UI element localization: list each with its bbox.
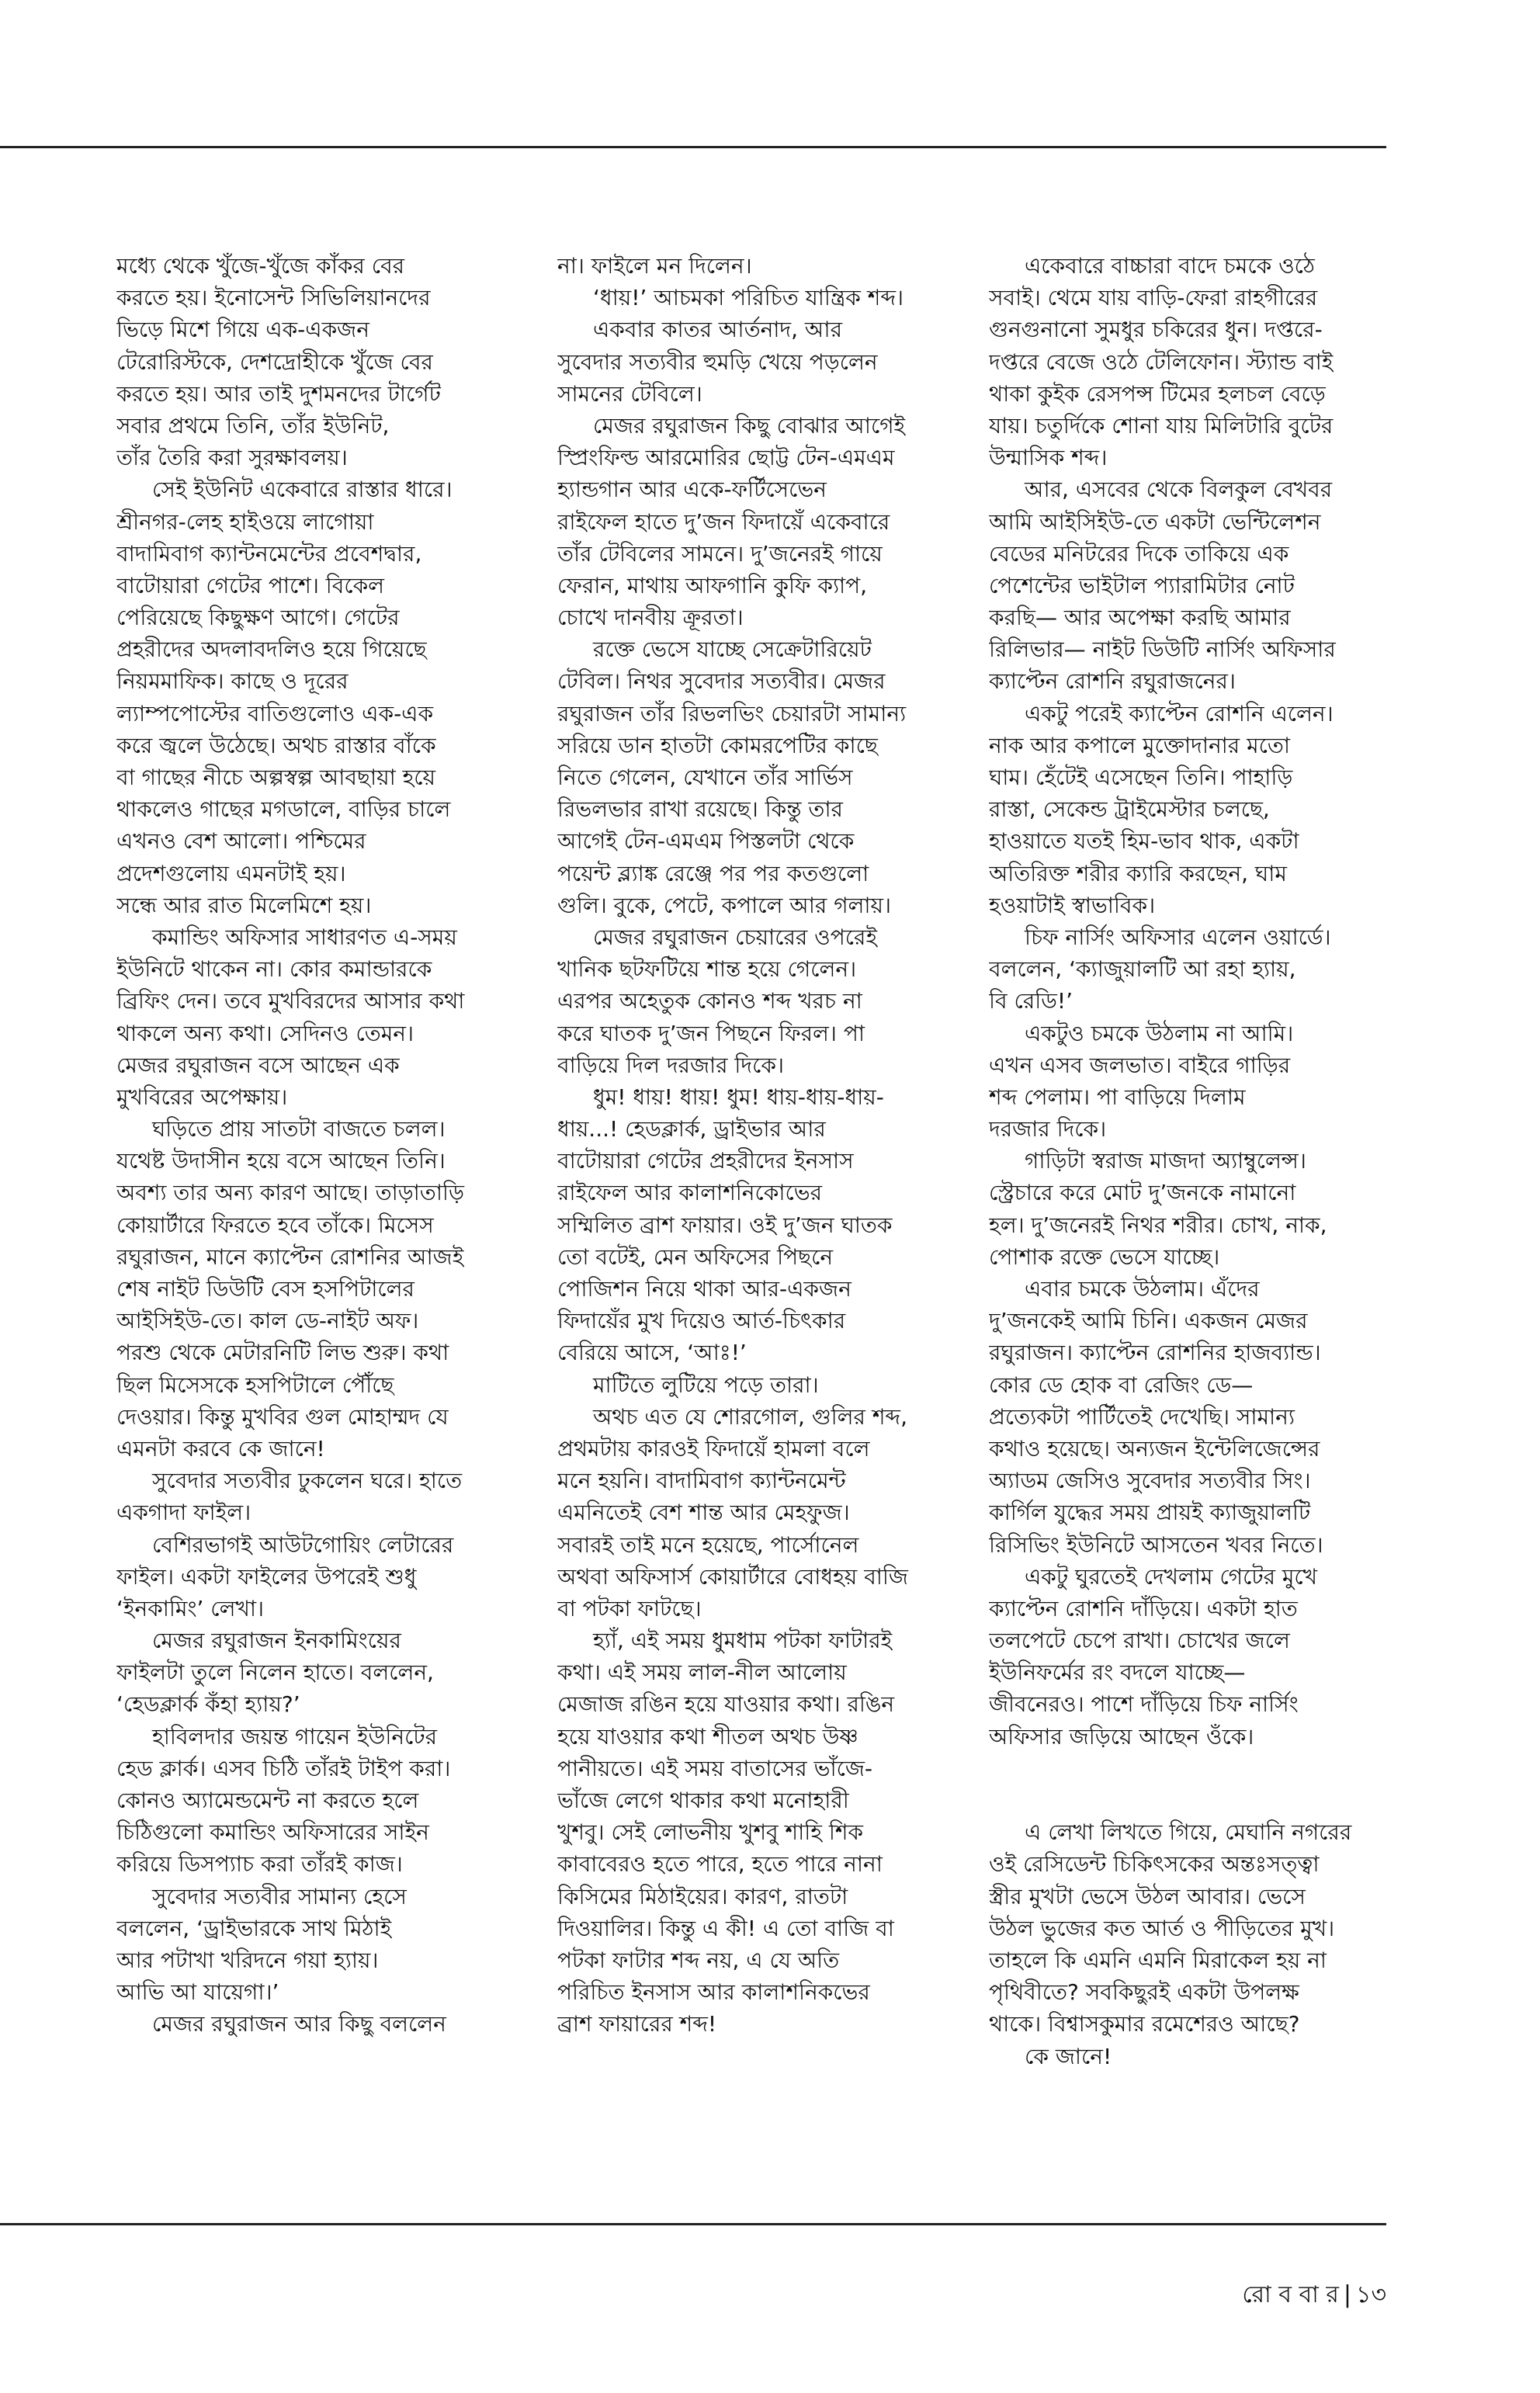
text-line: মনে হয়নি। বাদামিবাগ ক্যান্টনমেন্ট [557,1468,846,1494]
text-line: মেজর রঘুরাজন চেয়ারের ওপরেই [593,924,878,950]
text-line: রঘুরাজন। ক্যাপ্টেন রোশনির হাজব্যান্ড। [989,1340,1321,1366]
text-line: একবার কাতর আর্তনাদ, আর [593,317,842,343]
text-line: প্রদেশগুলোয় এমনটাই হয়। [116,860,346,886]
text-line: দিওয়ালির। কিন্তু এ কী! এ তো বাজি বা [557,1915,894,1941]
page-number: ১৩ [1356,2281,1386,2308]
text-line: এমনিতেই বেশ শান্ত আর মেহফুজ। [557,1500,850,1526]
text-line: ঘাম। হেঁটেই এসেছেন তিনি। পাহাড়ি [989,765,1293,790]
text-line: স্ত্রীর মুখটা ভেসে উঠল আবার। ভেসে [989,1883,1306,1909]
text-line: পেশেন্টের ভাইটাল প্যারামিটার নোট [989,572,1295,598]
text-line: তাহলে কি এমনি এমনি মিরাকেল হয় না [989,1947,1327,1973]
text-line: অথচ এত যে শোরগোল, গুলির শব্দ, [593,1403,907,1430]
text-line: পানীয়তে। এই সময় বাতাসের ভাঁজে- [557,1755,872,1781]
text-line: হ্যাঁ, এই সময় ধুমধাম পটকা ফাটারই [593,1628,893,1654]
text-line: টেবিল। নিথর সুবেদার সত্যবীর। মেজর [557,668,886,695]
text-line: চিঠিগুলো কমান্ডিং অফিসারের সাইন [116,1819,429,1846]
text-line: কে জানে! [1025,2043,1112,2069]
text-line: পোজিশন নিয়ে থাকা আর-একজন [557,1276,852,1302]
text-line: রাস্তা, সেকেন্ড ট্রাইমেস্টার চলছে, [989,796,1270,823]
text-line: অথবা অফিসার্স কোয়ার্টারে বোধহয় বাজি [557,1563,908,1590]
text-line: আভি আ যায়েগা।’ [116,1979,279,2006]
text-line: রিভলভার রাখা রয়েছে। কিন্তু তার [557,796,843,823]
text-line: মেজর রঘুরাজন আর কিছু বললেন [152,2011,446,2038]
text-line: মধ্যে থেকে খুঁজে-খুঁজে কাঁকর বের [116,253,405,279]
page-footer [1242,2276,1386,2315]
bottom-rule [0,2223,1386,2225]
text-line: থাকে। বিশ্বাসকুমার রমেশেরও আছে? [989,2011,1300,2038]
text-line: এবার চমকে উঠলাম। এঁদের [1025,1276,1260,1302]
column-2 [557,250,961,2041]
text-line: খানিক ছটফটিয়ে শান্ত হয়ে গেলেন। [557,956,857,983]
text-line: শব্দ পেলাম। পা বাড়িয়ে দিলাম [989,1084,1246,1110]
text-line: স্প্রিংফিল্ড আরমোরির ছোট্ট টেন-এমএম [557,445,895,471]
blank-line [989,1753,1393,1784]
text-line: করে ঘাতক দু’জন পিছনে ফিরল। পা [557,1020,865,1046]
text-line: যথেষ্ট উদাসীন হয়ে বসে আছেন তিনি। [116,1148,446,1174]
text-line: নিতে গেলেন, যেখানে তাঁর সার্ভিস [557,765,853,790]
text-line: রিসিভিং ইউনিটে আসতেন খবর নিতে। [989,1531,1323,1558]
text-line: বা গাছের নীচে অল্পস্বল্প আবছায়া হয়ে [116,765,436,790]
text-line: ভাঁজে লেগে থাকার কথা মনোহারী [557,1788,849,1813]
text-line: দরজার দিকে। [989,1116,1107,1143]
blank-line [989,1784,1393,1816]
text-line: তাঁর টেবিলের সামনে। দু’জনেরই গায়ে [557,540,883,567]
text-line: কিসিমের মিঠাইয়ের। কারণ, রাতটা [557,1883,848,1909]
text-line: এ লেখা লিখতে গিয়ে, মেঘানি নগরের [1025,1819,1352,1846]
text-line: ‘ইনকামিং’ লেখা। [116,1595,265,1621]
text-line: ধুম! ধায়! ধায়! ধুম! ধায়-ধায়-ধায়- [593,1084,884,1110]
text-line: রাইফেল হাতে দু’জন ফিদায়েঁ একেবারে [557,508,890,535]
text-line: দু’জনকেই আমি চিনি। একজন মেজর [989,1308,1308,1334]
text-line: সুবেদার সত্যবীর ঢুকলেন ঘরে। হাতে [152,1468,463,1494]
text-line: ভিড়ে মিশে গিয়ে এক-একজন [116,317,369,343]
text-line: কথা। এই সময় লাল-নীল আলোয় [557,1659,847,1686]
text-line: অবশ্য তার অন্য কারণ আছে। তাড়াতাড়ি [116,1180,464,1206]
text-line: একগাদা ফাইল। [116,1500,251,1526]
column-3 [989,250,1393,2072]
text-line: উঠল ভুজের কত আর্ত ও পীড়িতের মুখ। [989,1915,1335,1941]
text-line: এমনটা করবে কে জানে! [116,1435,325,1462]
text-line: ধায়...! হেডক্লার্ক, ড্রাইভার আর [557,1116,826,1143]
text-line: অ্যাডম জেসিও সুবেদার সত্যবীর সিং। [989,1468,1311,1494]
text-line: প্রথমটায় কারওই ফিদায়েঁ হামলা বলে [557,1435,870,1462]
text-line: ফাইল। একটা ফাইলের উপরেই শুধু [116,1563,417,1590]
text-line: এখন এসব জলভাত। বাইরে গাড়ির [989,1052,1291,1078]
text-line: হওয়াটাই স্বাভাবিক। [989,892,1156,918]
text-line: ওই রেসিডেন্ট চিকিৎসকের অন্তঃসত্ত্বা [989,1851,1320,1878]
text-line: কার্গিল যুদ্ধের সময় প্রায়ই ক্যাজুয়ালটি [989,1500,1311,1526]
text-line: দপ্তরে বেজে ওঠে টেলিফোন। স্ট্যান্ড বাই [989,349,1334,375]
text-line: একটুও চমকে উঠলাম না আমি। [1025,1020,1294,1046]
text-line: হ্যান্ডগান আর একে-ফর্টিসেভেন [557,477,827,503]
text-line: কথাও হয়েছে। অন্যজন ইন্টেলিজেন্সের [989,1435,1320,1462]
text-line: রিলিভার— নাইট ডিউটি নার্সিং অফিসার [989,636,1336,663]
text-line: গাড়িটা স্বরাজ মাজদা অ্যাম্বুলেন্স। [1025,1148,1306,1174]
text-line: আইসিইউ-তে। কাল ডে-নাইট অফ। [116,1308,419,1334]
text-line: হাওয়াতে যতই হিম-ভাব থাক, একটা [989,828,1299,855]
text-line: আর পটাখা খরিদনে গয়া হ্যায়। [116,1947,379,1973]
text-line: ব্রিফিং দেন। তবে মুখবিরদের আসার কথা [116,988,465,1014]
text-line: উন্মাসিক শব্দ। [989,445,1108,471]
text-line: কোনও অ্যামেন্ডমেন্ট না করতে হলে [116,1788,419,1813]
text-line: হল। দু’জনেরই নিথর শরীর। চোখ, নাক, [989,1212,1327,1238]
text-line: সুবেদার সত্যবীর সামান্য হেসে [152,1883,407,1909]
text-line: বললেন, ‘ক্যাজুয়ালটি আ রহা হ্যায়, [989,956,1296,983]
text-line: সরিয়ে ডান হাতটা কোমরপেটির কাছে [557,732,878,758]
text-line: কমান্ডিং অফিসার সাধারণত এ-সময় [152,924,457,950]
text-line: ফিদায়েঁর মুখ দিয়েও আর্ত-চিৎকার [557,1308,846,1334]
text-line: বাড়িয়ে দিল দরজার দিকে। [557,1052,784,1078]
text-line: করে জ্বলে উঠেছে। অথচ রাস্তার বাঁকে [116,732,436,758]
text-line: সামনের টেবিলে। [557,380,702,407]
text-line: মুখবিরের অপেক্ষায়। [116,1084,288,1110]
text-line: ল্যাম্পপোস্টের বাতিগুলোও এক-এক [116,700,434,727]
text-line: মেজর রঘুরাজন কিছু বোঝার আগেই [593,412,906,439]
text-line: ‘হেডক্লার্ক কঁহা হ্যায়?’ [116,1691,300,1718]
text-line: করতে হয়। ইনোসেন্ট সিভিলিয়ানদের [116,285,431,311]
text-line: বললেন, ‘ড্রাইভারকে সাথ মিঠাই [116,1915,392,1941]
text-line: রাইফেল আর কালাশনিকোভের [557,1180,822,1206]
text-line: সম্মিলিত ব্রাশ ফায়ার। ওই দু’জন ঘাতক [557,1212,893,1238]
text-line: সেই ইউনিট একেবারে রাস্তার ধারে। [152,477,453,503]
text-line: চিফ নার্সিং অফিসার এলেন ওয়ার্ডে। [1025,924,1331,950]
text-line: হেড ক্লার্ক। এসব চিঠি তাঁরই টাইপ করা। [116,1755,451,1781]
text-line: এখনও বেশ আলো। পশ্চিমের [116,828,366,855]
text-line: আগেই টেন-এমএম পিস্তলটা থেকে [557,828,855,855]
text-line: রঘুরাজন, মানে ক্যাপ্টেন রোশনির আজই [116,1243,464,1270]
text-line: ক্যাপ্টেন রোশনি দাঁড়িয়ে। একটা হাত [989,1595,1298,1621]
top-rule [0,146,1386,148]
text-line: ফাইলটা তুলে নিলেন হাতে। বললেন, [116,1659,434,1686]
text-line: খুশবু। সেই লোভনীয় খুশবু শাহি শিক [557,1819,864,1846]
text-line: দেওয়ার। কিন্তু মুখবির গুল মোহাম্মদ যে [116,1403,449,1430]
text-line: স্ট্রেচারে করে মোট দু’জনকে নামানো [989,1180,1296,1206]
text-line: বাটোয়ারা গেটের পাশে। বিকেল [116,572,385,598]
text-line: প্রহরীদের অদলাবদলিও হয়ে গিয়েছে [116,636,427,663]
text-line: সবার প্রথমে তিনি, তাঁর ইউনিট, [116,412,390,439]
text-line: জীবনেরও। পাশে দাঁড়িয়ে চিফ নার্সিং [989,1691,1299,1718]
text-line: ইউনিফর্মের রং বদলে যাচ্ছে— [989,1659,1246,1686]
text-line: তাঁর তৈরি করা সুরক্ষাবলয়। [116,445,348,471]
text-line: কোর ডে হোক বা রেজিং ডে— [989,1372,1254,1398]
text-line: চোখে দানবীয় ক্রূরতা। [557,605,744,631]
text-line: পয়েন্ট ব্ল্যাঙ্ক রেঞ্জে পর পর কতগুলো [557,860,869,886]
text-line: আমি আইসিইউ-তে একটা ভেন্টিলেশন [989,508,1321,535]
text-line: গুনগুনানো সুমধুর চকিরের ধুন। দপ্তরে- [989,317,1323,343]
text-line: ইউনিটে থাকেন না। কোর কমান্ডারকে [116,956,432,983]
text-line: ‘ধায়!’ আচমকা পরিচিত যান্ত্রিক শব্দ। [593,285,904,311]
text-line: পরিচিত ইনসাস আর কালাশনিকভের [557,1979,870,2006]
footer-separator: | [1343,2281,1352,2308]
text-line: একেবারে বাচ্চারা বাদে চমকে ওঠে [1025,253,1315,279]
text-line: থাকলে অন্য কথা। সেদিনও তেমন। [116,1020,414,1046]
text-line: সন্ধে আর রাত মিলেমিশে হয়। [116,892,372,918]
column-1 [116,250,520,2041]
text-line: হয়ে যাওয়ার কথা শীতল অথচ উষ্ণ [557,1723,858,1750]
text-line: একটু পরেই ক্যাপ্টেন রোশনি এলেন। [1025,700,1334,727]
text-line: তলপেটে চেপে রাখা। চোখের জলে [989,1628,1290,1654]
text-line: যায়। চতুর্দিকে শোনা যায় মিলিটারি বুটের [989,412,1334,439]
text-line: সুবেদার সত্যবীর হুমড়ি খেয়ে পড়লেন [557,349,878,375]
text-line: পৃথিবীতে? সবকিছুরই একটা উপলক্ষ [989,1979,1299,2006]
text-line: অফিসার জড়িয়ে আছেন ওঁকে। [989,1723,1254,1750]
text-line: ছিল মিসেসকে হসপিটালে পৌঁছে [116,1372,394,1398]
text-line: মেজর রঘুরাজন বসে আছেন এক [116,1052,400,1078]
text-line: অতিরিক্ত শরীর ক্যারি করছেন, ঘাম [989,860,1287,886]
text-line: ব্রাশ ফায়ারের শব্দ! [557,2011,717,2038]
text-line: আর, এসবের থেকে বিলকুল বেখবর [1025,477,1333,503]
text-line: হাবিলদার জয়ন্ত গায়েন ইউনিটের [152,1723,437,1750]
text-line: মেজর রঘুরাজন ইনকামিংয়ের [152,1628,401,1654]
text-line: করছি— আর অপেক্ষা করছি আমার [989,605,1291,631]
text-line: কাবাবেরও হতে পারে, হতে পারে নানা [557,1851,883,1878]
text-line: বি রেডি!’ [989,988,1073,1014]
text-line: মেজাজ রঙিন হয়ে যাওয়ার কথা। রঙিন [557,1691,895,1718]
text-line: পোশাক রক্তে ভেসে যাচ্ছে। [989,1243,1220,1270]
text-line: শ্রীনগর-লেহ হাইওয়ে লাগোয়া [116,508,374,535]
text-line: বেরিয়ে আসে, ‘আঃ!’ [557,1340,747,1366]
text-line: বেশিরভাগই আউটগোয়িং লেটারের [152,1531,454,1558]
text-line: থাকলেও গাছের মগডালে, বাড়ির চালে [116,796,451,823]
text-line: মাটিতে লুটিয়ে পড়ে তারা। [593,1372,819,1398]
text-line: করিয়ে ডিসপ্যাচ করা তাঁরই কাজ। [116,1851,403,1878]
text-line: সবারই তাই মনে হয়েছে, পার্সোনেল [557,1531,859,1558]
text-line: থাকা কুইক রেসপন্স টিমের হলচল বেড়ে [989,380,1326,407]
text-line: বা পটকা ফাটছে। [557,1595,702,1621]
text-line: তো বটেই, মেন অফিসের পিছনে [557,1243,834,1270]
text-line: একটু ঘুরতেই দেখলাম গেটের মুখে [1025,1563,1318,1590]
text-line: প্রত্যেকটা পার্টিতেই দেখেছি। সামান্য [989,1403,1295,1430]
text-line: রঘুরাজন তাঁর রিভলভিং চেয়ারটা সামান্য [557,700,907,727]
text-line: না। ফাইলে মন দিলেন। [557,253,752,279]
text-line: ফেরান, মাথায় আফগানি কুফি ক্যাপ, [557,572,868,598]
text-line: কোয়ার্টারে ফিরতে হবে তাঁকে। মিসেস [116,1212,434,1238]
text-line: ক্যাপ্টেন রোশনি রঘুরাজনের। [989,668,1236,695]
text-line: বাদামিবাগ ক্যান্টনমেন্টের প্রবেশদ্বার, [116,540,422,567]
text-line: করতে হয়। আর তাই দুশমনদের টার্গেট [116,380,441,407]
text-line: গুলি। বুকে, পেটে, কপালে আর গলায়। [557,892,892,918]
text-line: বাটোয়ারা গেটের প্রহরীদের ইনসাস [557,1148,854,1174]
text-line: ঘড়িতে প্রায় সাতটা বাজতে চলল। [152,1116,446,1143]
text-line: পটকা ফাটার শব্দ নয়, এ যে অতি [557,1947,840,1973]
text-line: শেষ নাইট ডিউটি বেস হসপিটালের [116,1276,414,1302]
text-line: এরপর অহেতুক কোনও শব্দ খরচ না [557,988,862,1014]
text-line: বেডের মনিটরের দিকে তাকিয়ে এক [989,540,1289,567]
text-line: নাক আর কপালে মুক্তোদানার মতো [989,732,1291,758]
text-line: নিয়মমাফিক। কাছে ও দূরের [116,668,349,695]
text-line: রক্তে ভেসে যাচ্ছে সেক্রেটারিয়েট [593,636,872,663]
text-line: পরশু থেকে মেটারনিটি লিভ শুরু। কথা [116,1340,449,1366]
text-line: টেরোরিস্টকে, দেশদ্রোহীকে খুঁজে বের [116,349,433,375]
text-line: সবাই। থেমে যায় বাড়ি-ফেরা রাহগীরের [989,285,1318,311]
magazine-name: রো ব বা র [1242,2281,1339,2308]
text-line: পেরিয়েছে কিছুক্ষণ আগে। গেটের [116,605,400,631]
